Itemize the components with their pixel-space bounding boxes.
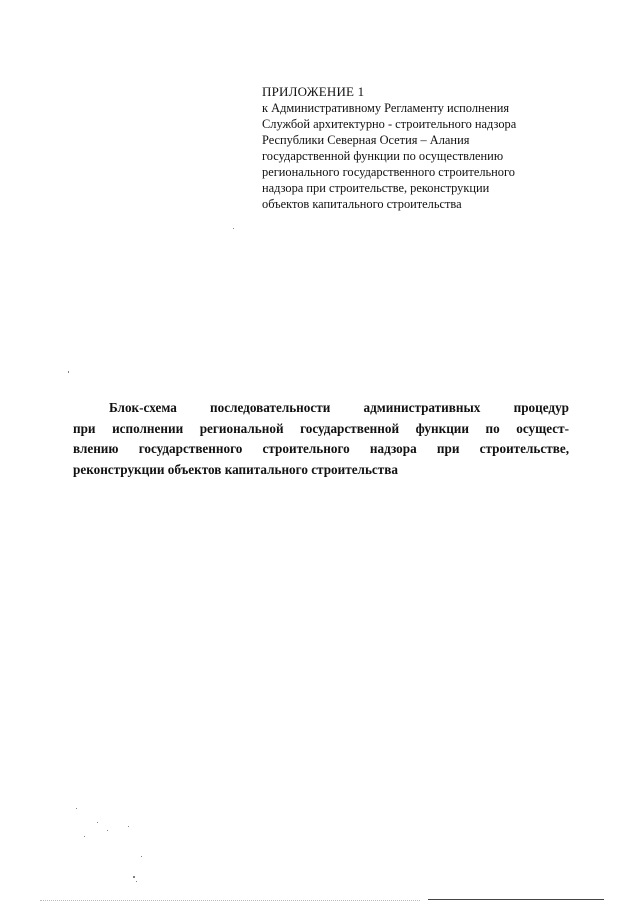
scan-speck — [84, 836, 85, 837]
appendix-line: Службой архитектурно - строительного надзора — [262, 117, 517, 131]
document-title-line: Блок-схема последовательности административных процедур — [109, 400, 569, 415]
scan-speck — [107, 830, 108, 831]
document-title-line: влению государственного строительного надзора при строительстве, — [73, 441, 569, 456]
appendix-line: Республики Северная Осетия – Алания — [262, 133, 470, 147]
bottom-rule — [428, 899, 604, 900]
appendix-title: ПРИЛОЖЕНИЕ 1 — [262, 84, 365, 99]
bottom-scan-dots — [40, 898, 420, 901]
scan-speck — [136, 881, 137, 882]
scan-speck — [76, 808, 77, 809]
scan-speck — [233, 228, 234, 229]
scan-speck — [128, 826, 129, 827]
scan-speck — [133, 876, 135, 878]
appendix-line: объектов капитального строительства — [262, 197, 462, 211]
appendix-header — [262, 84, 582, 212]
scan-speck — [97, 822, 98, 823]
appendix-line: надзора при строительстве, реконструкции — [262, 181, 490, 195]
scan-speck — [68, 371, 69, 373]
appendix-line: к Административному Регламенту исполнения — [262, 101, 510, 115]
scan-speck — [141, 856, 142, 857]
document-title-line: при исполнении региональной государственной функции по осущест- — [73, 420, 569, 436]
document-title — [73, 398, 569, 480]
document-title-line: реконструкции объектов капитального строительства — [73, 461, 398, 477]
appendix-line: регионального государственного строительного — [262, 165, 515, 179]
appendix-line: государственной функции по осуществлению — [262, 149, 504, 163]
